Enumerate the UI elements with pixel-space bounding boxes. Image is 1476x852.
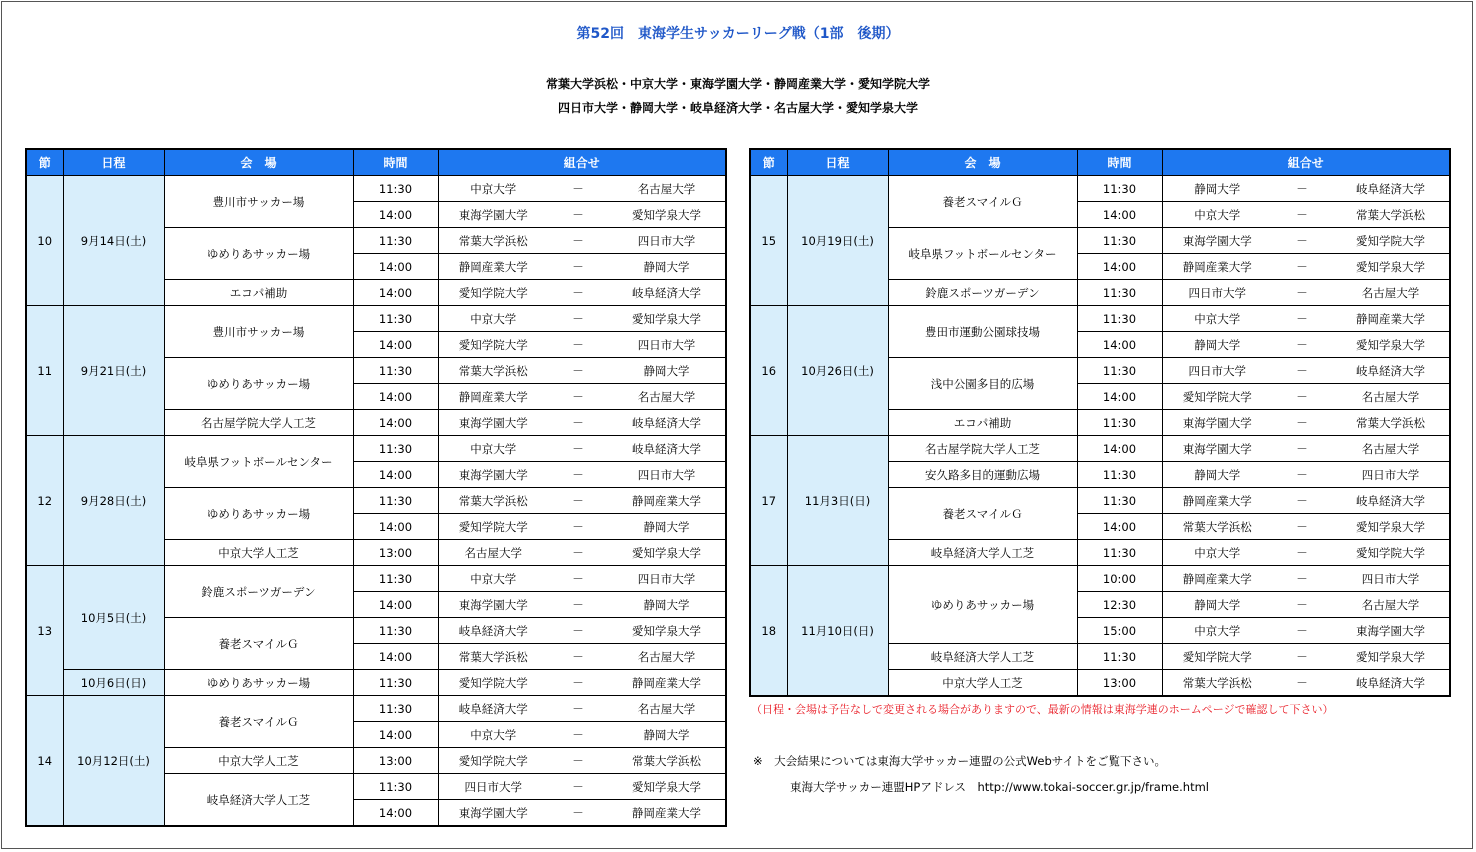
kickoff-time-cell: 14:00 [353, 514, 438, 540]
versus-dash: － [548, 254, 608, 280]
kickoff-time-cell: 14:00 [353, 722, 438, 748]
versus-dash: － [1272, 488, 1332, 514]
round-number-cell: 16 [750, 306, 787, 436]
versus-dash: － [548, 488, 608, 514]
home-team-cell: 静岡産業大学 [1162, 566, 1272, 592]
away-team-cell: 静岡大学 [608, 514, 726, 540]
away-team-cell: 岐阜経済大学 [1332, 358, 1450, 384]
table-row [26, 176, 726, 202]
venue-cell: ゆめりあサッカー場 [164, 228, 353, 280]
versus-dash: － [1272, 670, 1332, 697]
venue-cell: 浅中公園多目的広場 [888, 358, 1077, 410]
kickoff-time-cell: 14:00 [353, 800, 438, 827]
venue-cell: 養老スマイルＧ [164, 696, 353, 748]
header-matchup: 組合せ [1162, 149, 1450, 176]
venue-cell: 中京大学人工芝 [164, 540, 353, 566]
kickoff-time-cell: 14:00 [353, 384, 438, 410]
venue-cell: 豊田市運動公園球技場 [888, 306, 1077, 358]
date-cell: 9月21日(土) [63, 306, 164, 436]
venue-cell: 養老スマイルＧ [164, 618, 353, 670]
kickoff-time-cell: 14:00 [353, 332, 438, 358]
venue-cell: エコパ補助 [888, 410, 1077, 436]
table-row [750, 436, 1450, 462]
kickoff-time-cell: 15:00 [1077, 618, 1162, 644]
date-cell: 10月6日(日) [63, 670, 164, 696]
versus-dash: － [548, 202, 608, 228]
kickoff-time-cell: 14:00 [1077, 332, 1162, 358]
venue-cell: 岐阜経済大学人工芝 [888, 540, 1077, 566]
kickoff-time-cell: 14:00 [353, 280, 438, 306]
away-team-cell: 静岡産業大学 [608, 800, 726, 827]
kickoff-time-cell: 11:30 [1077, 644, 1162, 670]
kickoff-time-cell: 14:00 [353, 592, 438, 618]
header-venue: 会 場 [888, 149, 1077, 176]
home-team-cell: 四日市大学 [1162, 358, 1272, 384]
away-team-cell: 岐阜経済大学 [1332, 670, 1450, 697]
home-team-cell: 静岡大学 [1162, 592, 1272, 618]
schedule-table-left [25, 148, 727, 827]
versus-dash: － [1272, 410, 1332, 436]
header-time: 時間 [1077, 149, 1162, 176]
header-matchup: 組合せ [438, 149, 726, 176]
away-team-cell: 愛知学泉大学 [608, 618, 726, 644]
kickoff-time-cell: 13:00 [1077, 670, 1162, 697]
date-cell: 9月28日(土) [63, 436, 164, 566]
kickoff-time-cell: 11:30 [1077, 488, 1162, 514]
home-team-cell: 中京大学 [438, 566, 548, 592]
away-team-cell: 静岡産業大学 [608, 488, 726, 514]
home-team-cell: 岐阜経済大学 [438, 618, 548, 644]
away-team-cell: 静岡大学 [608, 254, 726, 280]
versus-dash: － [548, 774, 608, 800]
date-cell: 10月12日(土) [63, 696, 164, 827]
away-team-cell: 岐阜経済大学 [1332, 488, 1450, 514]
header-setsu: 節 [750, 149, 787, 176]
venue-cell: 鈴鹿スポーツガーデン [164, 566, 353, 618]
date-cell: 11月10日(日) [787, 566, 888, 697]
home-team-cell: 中京大学 [1162, 618, 1272, 644]
table-row [750, 566, 1450, 592]
home-team-cell: 中京大学 [438, 436, 548, 462]
teams-line-2: 四日市大学・静岡大学・岐阜経済大学・名古屋大学・愛知学泉大学 [557, 101, 918, 115]
kickoff-time-cell: 11:30 [353, 696, 438, 722]
venue-cell: 名古屋学院大学人工芝 [888, 436, 1077, 462]
home-team-cell: 東海学園大学 [438, 462, 548, 488]
home-team-cell: 東海学園大学 [1162, 410, 1272, 436]
venue-cell: 岐阜県フットボールセンター [164, 436, 353, 488]
kickoff-time-cell: 14:00 [1077, 254, 1162, 280]
venue-cell: ゆめりあサッカー場 [164, 488, 353, 540]
away-team-cell: 四日市大学 [608, 332, 726, 358]
away-team-cell: 名古屋大学 [608, 696, 726, 722]
versus-dash: － [1272, 644, 1332, 670]
header-row [750, 149, 1450, 176]
home-team-cell: 四日市大学 [438, 774, 548, 800]
home-team-cell: 愛知学院大学 [438, 748, 548, 774]
table-row [750, 306, 1450, 332]
home-team-cell: 東海学園大学 [1162, 228, 1272, 254]
home-team-cell: 東海学園大学 [438, 592, 548, 618]
home-team-cell: 四日市大学 [1162, 280, 1272, 306]
away-team-cell: 岐阜経済大学 [608, 280, 726, 306]
kickoff-time-cell: 11:30 [353, 228, 438, 254]
versus-dash: － [548, 436, 608, 462]
home-team-cell: 常葉大学浜松 [438, 644, 548, 670]
home-team-cell: 愛知学院大学 [438, 280, 548, 306]
away-team-cell: 東海学園大学 [1332, 618, 1450, 644]
versus-dash: － [548, 540, 608, 566]
versus-dash: － [1272, 384, 1332, 410]
versus-dash: － [1272, 358, 1332, 384]
versus-dash: － [548, 280, 608, 306]
away-team-cell: 四日市大学 [608, 566, 726, 592]
round-number-cell: 18 [750, 566, 787, 697]
away-team-cell: 愛知学泉大学 [1332, 514, 1450, 540]
kickoff-time-cell: 11:30 [1077, 410, 1162, 436]
away-team-cell: 静岡大学 [608, 722, 726, 748]
kickoff-time-cell: 11:30 [353, 774, 438, 800]
away-team-cell: 常葉大学浜松 [608, 748, 726, 774]
kickoff-time-cell: 11:30 [1077, 358, 1162, 384]
header-row [26, 149, 726, 176]
kickoff-time-cell: 13:00 [353, 540, 438, 566]
away-team-cell: 四日市大学 [608, 462, 726, 488]
venue-cell: 豊川市サッカー場 [164, 306, 353, 358]
kickoff-time-cell: 11:30 [1077, 176, 1162, 202]
away-team-cell: 名古屋大学 [608, 644, 726, 670]
home-team-cell: 常葉大学浜松 [438, 358, 548, 384]
away-team-cell: 愛知学泉大学 [1332, 644, 1450, 670]
home-team-cell: 常葉大学浜松 [438, 228, 548, 254]
date-cell: 10月19日(土) [787, 176, 888, 306]
versus-dash: － [548, 228, 608, 254]
venue-cell: 岐阜経済大学人工芝 [888, 644, 1077, 670]
table-row [26, 696, 726, 722]
versus-dash: － [1272, 592, 1332, 618]
home-team-cell: 静岡産業大学 [438, 384, 548, 410]
header-date: 日程 [63, 149, 164, 176]
away-team-cell: 愛知学泉大学 [608, 774, 726, 800]
versus-dash: － [1272, 566, 1332, 592]
versus-dash: － [548, 306, 608, 332]
home-team-cell: 静岡大学 [1162, 176, 1272, 202]
home-team-cell: 中京大学 [1162, 202, 1272, 228]
kickoff-time-cell: 14:00 [1077, 514, 1162, 540]
versus-dash: － [548, 644, 608, 670]
page-title: 第52回 東海学生サッカーリーグ戦（1部 後期） [576, 26, 900, 42]
kickoff-time-cell: 10:00 [1077, 566, 1162, 592]
versus-dash: － [548, 566, 608, 592]
venue-cell: ゆめりあサッカー場 [164, 358, 353, 410]
venue-cell: 岐阜経済大学人工芝 [164, 774, 353, 827]
schedule-body-left [26, 176, 726, 827]
federation-url-info: 東海大学サッカー連盟HPアドレス http://www.tokai-soccer.gr.jp/frame.html [790, 780, 1209, 794]
table-row [26, 306, 726, 332]
header-time: 時間 [353, 149, 438, 176]
home-team-cell: 岐阜経済大学 [438, 696, 548, 722]
schedule-body-right [750, 176, 1450, 697]
kickoff-time-cell: 14:00 [353, 644, 438, 670]
home-team-cell: 静岡産業大学 [438, 254, 548, 280]
venue-cell: 養老スマイルＧ [888, 176, 1077, 228]
home-team-cell: 愛知学院大学 [1162, 384, 1272, 410]
versus-dash: － [1272, 176, 1332, 202]
versus-dash: － [548, 722, 608, 748]
schedule-change-note: （日程・会場は予告なしで変更される場合がありますので、最新の情報は東海学連のホームページで確認して下さい） [751, 703, 1334, 716]
round-number-cell: 13 [26, 566, 63, 696]
header-setsu: 節 [26, 149, 63, 176]
kickoff-time-cell: 11:30 [353, 670, 438, 696]
kickoff-time-cell: 14:00 [353, 462, 438, 488]
venue-cell: ゆめりあサッカー場 [164, 670, 353, 696]
date-cell: 10月26日(土) [787, 306, 888, 436]
away-team-cell: 愛知学泉大学 [608, 306, 726, 332]
away-team-cell: 愛知学泉大学 [608, 202, 726, 228]
home-team-cell: 常葉大学浜松 [1162, 670, 1272, 697]
kickoff-time-cell: 14:00 [1077, 384, 1162, 410]
away-team-cell: 常葉大学浜松 [1332, 202, 1450, 228]
kickoff-time-cell: 11:30 [353, 618, 438, 644]
away-team-cell: 四日市大学 [608, 228, 726, 254]
kickoff-time-cell: 11:30 [353, 566, 438, 592]
versus-dash: － [1272, 228, 1332, 254]
versus-dash: － [548, 332, 608, 358]
round-number-cell: 10 [26, 176, 63, 306]
versus-dash: － [1272, 436, 1332, 462]
home-team-cell: 愛知学院大学 [438, 514, 548, 540]
kickoff-time-cell: 14:00 [353, 410, 438, 436]
venue-cell: 岐阜県フットボールセンター [888, 228, 1077, 280]
away-team-cell: 岐阜経済大学 [1332, 176, 1450, 202]
venue-cell: 名古屋学院大学人工芝 [164, 410, 353, 436]
kickoff-time-cell: 14:00 [1077, 436, 1162, 462]
date-cell: 9月14日(土) [63, 176, 164, 306]
table-row [26, 670, 726, 696]
versus-dash: － [1272, 514, 1332, 540]
versus-dash: － [1272, 462, 1332, 488]
versus-dash: － [548, 592, 608, 618]
versus-dash: － [548, 462, 608, 488]
versus-dash: － [548, 748, 608, 774]
away-team-cell: 岐阜経済大学 [608, 410, 726, 436]
home-team-cell: 常葉大学浜松 [1162, 514, 1272, 540]
home-team-cell: 静岡産業大学 [1162, 254, 1272, 280]
away-team-cell: 愛知学院大学 [1332, 540, 1450, 566]
round-number-cell: 14 [26, 696, 63, 827]
kickoff-time-cell: 11:30 [1077, 306, 1162, 332]
away-team-cell: 静岡大学 [608, 592, 726, 618]
versus-dash: － [548, 358, 608, 384]
round-number-cell: 12 [26, 436, 63, 566]
home-team-cell: 中京大学 [438, 176, 548, 202]
home-team-cell: 中京大学 [438, 306, 548, 332]
venue-cell: 中京大学人工芝 [888, 670, 1077, 697]
date-cell: 11月3日(日) [787, 436, 888, 566]
home-team-cell: 愛知学院大学 [1162, 644, 1272, 670]
home-team-cell: 名古屋大学 [438, 540, 548, 566]
versus-dash: － [1272, 280, 1332, 306]
home-team-cell: 静岡大学 [1162, 462, 1272, 488]
kickoff-time-cell: 11:30 [353, 358, 438, 384]
kickoff-time-cell: 11:30 [1077, 228, 1162, 254]
table-row [26, 436, 726, 462]
away-team-cell: 愛知学院大学 [1332, 228, 1450, 254]
away-team-cell: 名古屋大学 [1332, 280, 1450, 306]
versus-dash: － [548, 670, 608, 696]
home-team-cell: 中京大学 [1162, 306, 1272, 332]
home-team-cell: 東海学園大学 [438, 202, 548, 228]
versus-dash: － [1272, 332, 1332, 358]
versus-dash: － [548, 514, 608, 540]
kickoff-time-cell: 11:30 [353, 306, 438, 332]
header-venue: 会 場 [164, 149, 353, 176]
venue-cell: 養老スマイルＧ [888, 488, 1077, 540]
header-date: 日程 [787, 149, 888, 176]
table-row [26, 566, 726, 592]
away-team-cell: 岐阜経済大学 [608, 436, 726, 462]
kickoff-time-cell: 14:00 [353, 202, 438, 228]
kickoff-time-cell: 11:30 [1077, 540, 1162, 566]
away-team-cell: 名古屋大学 [608, 176, 726, 202]
home-team-cell: 愛知学院大学 [438, 332, 548, 358]
home-team-cell: 中京大学 [1162, 540, 1272, 566]
versus-dash: － [548, 176, 608, 202]
away-team-cell: 愛知学泉大学 [1332, 254, 1450, 280]
venue-cell: 中京大学人工芝 [164, 748, 353, 774]
home-team-cell: 愛知学院大学 [438, 670, 548, 696]
home-team-cell: 静岡大学 [1162, 332, 1272, 358]
away-team-cell: 名古屋大学 [1332, 592, 1450, 618]
home-team-cell: 中京大学 [438, 722, 548, 748]
venue-cell: 豊川市サッカー場 [164, 176, 353, 228]
kickoff-time-cell: 11:30 [1077, 462, 1162, 488]
versus-dash: － [1272, 306, 1332, 332]
away-team-cell: 静岡産業大学 [608, 670, 726, 696]
kickoff-time-cell: 12:30 [1077, 592, 1162, 618]
results-info: ※ 大会結果については東海大学サッカー連盟の公式Webサイトをご覧下さい。 [753, 754, 1166, 768]
kickoff-time-cell: 11:30 [353, 488, 438, 514]
versus-dash: － [1272, 618, 1332, 644]
home-team-cell: 東海学園大学 [438, 800, 548, 827]
away-team-cell: 名古屋大学 [1332, 384, 1450, 410]
away-team-cell: 名古屋大学 [608, 384, 726, 410]
venue-cell: 安久路多目的運動広場 [888, 462, 1077, 488]
versus-dash: － [1272, 202, 1332, 228]
versus-dash: － [548, 618, 608, 644]
away-team-cell: 常葉大学浜松 [1332, 410, 1450, 436]
date-cell: 10月5日(土) [63, 566, 164, 670]
away-team-cell: 静岡産業大学 [1332, 306, 1450, 332]
venue-cell: 鈴鹿スポーツガーデン [888, 280, 1077, 306]
away-team-cell: 愛知学泉大学 [1332, 332, 1450, 358]
kickoff-time-cell: 13:00 [353, 748, 438, 774]
round-number-cell: 17 [750, 436, 787, 566]
home-team-cell: 静岡産業大学 [1162, 488, 1272, 514]
away-team-cell: 四日市大学 [1332, 462, 1450, 488]
venue-cell: エコパ補助 [164, 280, 353, 306]
away-team-cell: 名古屋大学 [1332, 436, 1450, 462]
versus-dash: － [548, 696, 608, 722]
away-team-cell: 静岡大学 [608, 358, 726, 384]
round-number-cell: 15 [750, 176, 787, 306]
home-team-cell: 常葉大学浜松 [438, 488, 548, 514]
versus-dash: － [548, 410, 608, 436]
kickoff-time-cell: 11:30 [353, 176, 438, 202]
away-team-cell: 四日市大学 [1332, 566, 1450, 592]
schedule-table-right [749, 148, 1451, 697]
kickoff-time-cell: 14:00 [353, 254, 438, 280]
versus-dash: － [548, 384, 608, 410]
round-number-cell: 11 [26, 306, 63, 436]
versus-dash: － [1272, 254, 1332, 280]
versus-dash: － [1272, 540, 1332, 566]
versus-dash: － [548, 800, 608, 827]
home-team-cell: 東海学園大学 [1162, 436, 1272, 462]
table-row [750, 176, 1450, 202]
teams-line-1: 常葉大学浜松・中京大学・東海学園大学・静岡産業大学・愛知学院大学 [545, 77, 930, 91]
home-team-cell: 東海学園大学 [438, 410, 548, 436]
kickoff-time-cell: 11:30 [353, 436, 438, 462]
venue-cell: ゆめりあサッカー場 [888, 566, 1077, 644]
kickoff-time-cell: 11:30 [1077, 280, 1162, 306]
kickoff-time-cell: 14:00 [1077, 202, 1162, 228]
away-team-cell: 愛知学泉大学 [608, 540, 726, 566]
